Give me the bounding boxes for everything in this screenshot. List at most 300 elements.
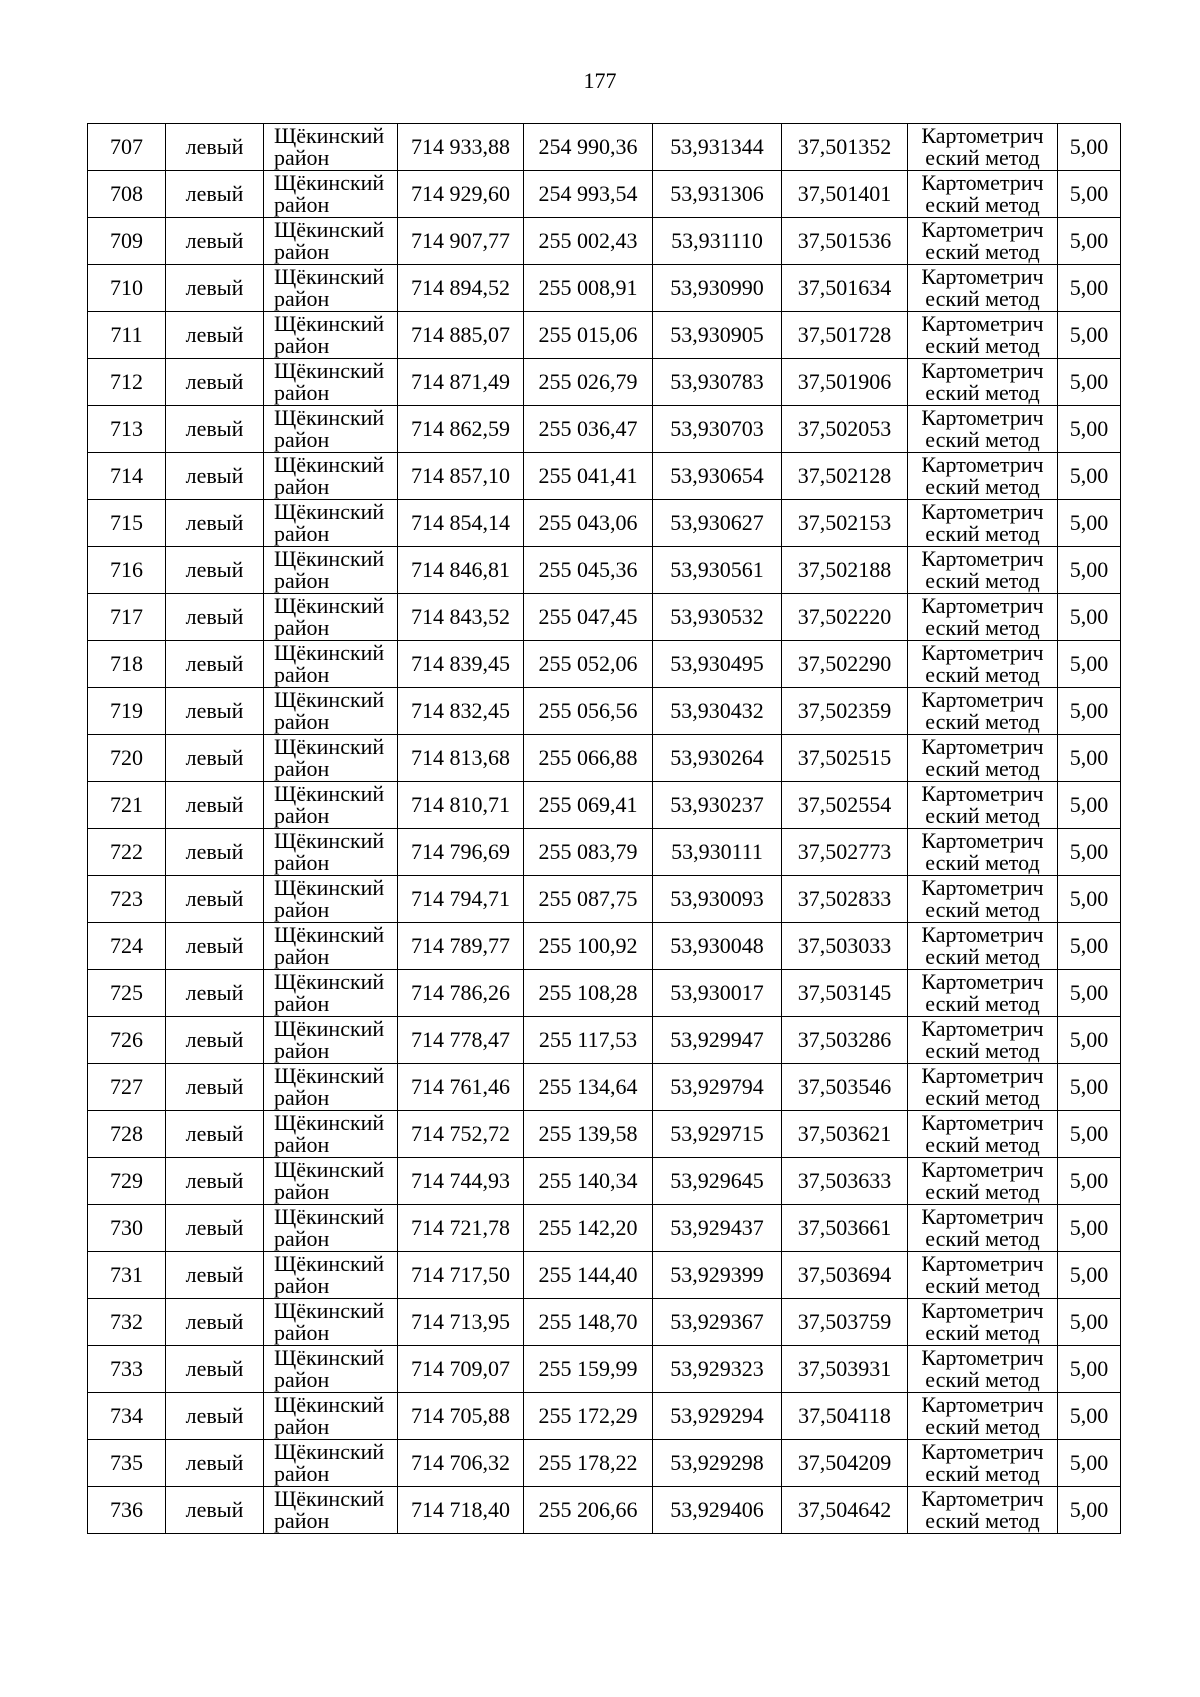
latitude-cell: 53,930627	[653, 500, 782, 547]
side-cell: левый	[166, 500, 264, 547]
y-coordinate-cell: 255 140,34	[524, 1158, 653, 1205]
method-cell: Картометрич еский метод	[908, 406, 1058, 453]
method-cell: Картометрич еский метод	[908, 688, 1058, 735]
latitude-cell: 53,929298	[653, 1440, 782, 1487]
accuracy-cell: 5,00	[1058, 124, 1121, 171]
longitude-cell: 37,503286	[782, 1017, 908, 1064]
accuracy-cell: 5,00	[1058, 359, 1121, 406]
accuracy-cell: 5,00	[1058, 406, 1121, 453]
table-row	[88, 1205, 1121, 1252]
x-coordinate-cell: 714 796,69	[398, 829, 524, 876]
side-cell: левый	[166, 688, 264, 735]
district-cell: Щёкинский район	[264, 1064, 398, 1111]
x-coordinate-cell: 714 854,14	[398, 500, 524, 547]
longitude-cell: 37,503931	[782, 1346, 908, 1393]
y-coordinate-cell: 255 148,70	[524, 1299, 653, 1346]
y-coordinate-cell: 255 144,40	[524, 1252, 653, 1299]
method-cell: Картометрич еский метод	[908, 547, 1058, 594]
table-row	[88, 453, 1121, 500]
point-number-cell: 714	[88, 453, 166, 500]
y-coordinate-cell: 255 178,22	[524, 1440, 653, 1487]
point-number-cell: 735	[88, 1440, 166, 1487]
method-cell: Картометрич еский метод	[908, 218, 1058, 265]
latitude-cell: 53,929645	[653, 1158, 782, 1205]
latitude-cell: 53,930703	[653, 406, 782, 453]
coordinates-table	[87, 123, 1121, 1534]
latitude-cell: 53,929367	[653, 1299, 782, 1346]
latitude-cell: 53,929715	[653, 1111, 782, 1158]
method-cell: Картометрич еский метод	[908, 312, 1058, 359]
method-cell: Картометрич еский метод	[908, 1487, 1058, 1534]
point-number-cell: 736	[88, 1487, 166, 1534]
x-coordinate-cell: 714 786,26	[398, 970, 524, 1017]
accuracy-cell: 5,00	[1058, 547, 1121, 594]
y-coordinate-cell: 255 045,36	[524, 547, 653, 594]
x-coordinate-cell: 714 839,45	[398, 641, 524, 688]
accuracy-cell: 5,00	[1058, 1111, 1121, 1158]
method-cell: Картометрич еский метод	[908, 1393, 1058, 1440]
y-coordinate-cell: 255 206,66	[524, 1487, 653, 1534]
point-number-cell: 729	[88, 1158, 166, 1205]
table-row	[88, 829, 1121, 876]
accuracy-cell: 5,00	[1058, 688, 1121, 735]
longitude-cell: 37,501728	[782, 312, 908, 359]
side-cell: левый	[166, 124, 264, 171]
latitude-cell: 53,929794	[653, 1064, 782, 1111]
side-cell: левый	[166, 1064, 264, 1111]
table-row	[88, 1346, 1121, 1393]
longitude-cell: 37,502554	[782, 782, 908, 829]
y-coordinate-cell: 254 993,54	[524, 171, 653, 218]
method-cell: Картометрич еский метод	[908, 1299, 1058, 1346]
y-coordinate-cell: 255 056,56	[524, 688, 653, 735]
method-cell: Картометрич еский метод	[908, 782, 1058, 829]
y-coordinate-cell: 255 142,20	[524, 1205, 653, 1252]
district-cell: Щёкинский район	[264, 1252, 398, 1299]
method-cell: Картометрич еский метод	[908, 265, 1058, 312]
x-coordinate-cell: 714 721,78	[398, 1205, 524, 1252]
x-coordinate-cell: 714 907,77	[398, 218, 524, 265]
table-row	[88, 1252, 1121, 1299]
latitude-cell: 53,931110	[653, 218, 782, 265]
side-cell: левый	[166, 265, 264, 312]
district-cell: Щёкинский район	[264, 1299, 398, 1346]
latitude-cell: 53,929947	[653, 1017, 782, 1064]
latitude-cell: 53,930264	[653, 735, 782, 782]
district-cell: Щёкинский район	[264, 1487, 398, 1534]
point-number-cell: 720	[88, 735, 166, 782]
y-coordinate-cell: 254 990,36	[524, 124, 653, 171]
accuracy-cell: 5,00	[1058, 641, 1121, 688]
method-cell: Картометрич еский метод	[908, 829, 1058, 876]
latitude-cell: 53,930495	[653, 641, 782, 688]
table-row	[88, 1158, 1121, 1205]
latitude-cell: 53,930905	[653, 312, 782, 359]
side-cell: левый	[166, 312, 264, 359]
accuracy-cell: 5,00	[1058, 1252, 1121, 1299]
accuracy-cell: 5,00	[1058, 1017, 1121, 1064]
district-cell: Щёкинский район	[264, 1017, 398, 1064]
longitude-cell: 37,503546	[782, 1064, 908, 1111]
side-cell: левый	[166, 735, 264, 782]
x-coordinate-cell: 714 778,47	[398, 1017, 524, 1064]
longitude-cell: 37,504642	[782, 1487, 908, 1534]
y-coordinate-cell: 255 108,28	[524, 970, 653, 1017]
point-number-cell: 726	[88, 1017, 166, 1064]
x-coordinate-cell: 714 843,52	[398, 594, 524, 641]
accuracy-cell: 5,00	[1058, 1064, 1121, 1111]
x-coordinate-cell: 714 832,45	[398, 688, 524, 735]
method-cell: Картометрич еский метод	[908, 500, 1058, 547]
latitude-cell: 53,930048	[653, 923, 782, 970]
point-number-cell: 707	[88, 124, 166, 171]
longitude-cell: 37,503033	[782, 923, 908, 970]
accuracy-cell: 5,00	[1058, 1487, 1121, 1534]
y-coordinate-cell: 255 052,06	[524, 641, 653, 688]
y-coordinate-cell: 255 083,79	[524, 829, 653, 876]
longitude-cell: 37,502128	[782, 453, 908, 500]
longitude-cell: 37,503621	[782, 1111, 908, 1158]
longitude-cell: 37,502359	[782, 688, 908, 735]
y-coordinate-cell: 255 008,91	[524, 265, 653, 312]
district-cell: Щёкинский район	[264, 782, 398, 829]
point-number-cell: 718	[88, 641, 166, 688]
method-cell: Картометрич еский метод	[908, 171, 1058, 218]
latitude-cell: 53,931306	[653, 171, 782, 218]
table-row	[88, 1064, 1121, 1111]
latitude-cell: 53,930532	[653, 594, 782, 641]
method-cell: Картометрич еский метод	[908, 124, 1058, 171]
accuracy-cell: 5,00	[1058, 218, 1121, 265]
side-cell: левый	[166, 1017, 264, 1064]
x-coordinate-cell: 714 761,46	[398, 1064, 524, 1111]
x-coordinate-cell: 714 752,72	[398, 1111, 524, 1158]
longitude-cell: 37,502220	[782, 594, 908, 641]
accuracy-cell: 5,00	[1058, 1440, 1121, 1487]
table-row	[88, 1487, 1121, 1534]
latitude-cell: 53,930432	[653, 688, 782, 735]
table-row	[88, 688, 1121, 735]
point-number-cell: 716	[88, 547, 166, 594]
method-cell: Картометрич еский метод	[908, 1158, 1058, 1205]
side-cell: левый	[166, 1346, 264, 1393]
side-cell: левый	[166, 594, 264, 641]
longitude-cell: 37,503145	[782, 970, 908, 1017]
longitude-cell: 37,501536	[782, 218, 908, 265]
side-cell: левый	[166, 218, 264, 265]
table-row	[88, 265, 1121, 312]
district-cell: Щёкинский район	[264, 406, 398, 453]
y-coordinate-cell: 255 139,58	[524, 1111, 653, 1158]
longitude-cell: 37,502188	[782, 547, 908, 594]
x-coordinate-cell: 714 744,93	[398, 1158, 524, 1205]
table-row	[88, 1440, 1121, 1487]
point-number-cell: 711	[88, 312, 166, 359]
x-coordinate-cell: 714 846,81	[398, 547, 524, 594]
latitude-cell: 53,930654	[653, 453, 782, 500]
latitude-cell: 53,930017	[653, 970, 782, 1017]
longitude-cell: 37,501906	[782, 359, 908, 406]
longitude-cell: 37,503661	[782, 1205, 908, 1252]
method-cell: Картометрич еский метод	[908, 923, 1058, 970]
y-coordinate-cell: 255 069,41	[524, 782, 653, 829]
x-coordinate-cell: 714 717,50	[398, 1252, 524, 1299]
side-cell: левый	[166, 171, 264, 218]
table-row	[88, 1299, 1121, 1346]
x-coordinate-cell: 714 813,68	[398, 735, 524, 782]
point-number-cell: 710	[88, 265, 166, 312]
x-coordinate-cell: 714 862,59	[398, 406, 524, 453]
latitude-cell: 53,930561	[653, 547, 782, 594]
district-cell: Щёкинский район	[264, 1158, 398, 1205]
method-cell: Картометрич еский метод	[908, 594, 1058, 641]
side-cell: левый	[166, 782, 264, 829]
table-row	[88, 359, 1121, 406]
accuracy-cell: 5,00	[1058, 923, 1121, 970]
longitude-cell: 37,503633	[782, 1158, 908, 1205]
x-coordinate-cell: 714 706,32	[398, 1440, 524, 1487]
point-number-cell: 728	[88, 1111, 166, 1158]
x-coordinate-cell: 714 789,77	[398, 923, 524, 970]
y-coordinate-cell: 255 015,06	[524, 312, 653, 359]
x-coordinate-cell: 714 718,40	[398, 1487, 524, 1534]
x-coordinate-cell: 714 713,95	[398, 1299, 524, 1346]
side-cell: левый	[166, 641, 264, 688]
side-cell: левый	[166, 1299, 264, 1346]
side-cell: левый	[166, 829, 264, 876]
method-cell: Картометрич еский метод	[908, 1064, 1058, 1111]
x-coordinate-cell: 714 929,60	[398, 171, 524, 218]
district-cell: Щёкинский район	[264, 923, 398, 970]
point-number-cell: 717	[88, 594, 166, 641]
method-cell: Картометрич еский метод	[908, 970, 1058, 1017]
point-number-cell: 709	[88, 218, 166, 265]
method-cell: Картометрич еский метод	[908, 641, 1058, 688]
table-row	[88, 547, 1121, 594]
district-cell: Щёкинский район	[264, 735, 398, 782]
district-cell: Щёкинский район	[264, 876, 398, 923]
side-cell: левый	[166, 1487, 264, 1534]
accuracy-cell: 5,00	[1058, 1393, 1121, 1440]
point-number-cell: 732	[88, 1299, 166, 1346]
side-cell: левый	[166, 359, 264, 406]
accuracy-cell: 5,00	[1058, 500, 1121, 547]
table-row	[88, 970, 1121, 1017]
table-row	[88, 1017, 1121, 1064]
table-row	[88, 782, 1121, 829]
longitude-cell: 37,504209	[782, 1440, 908, 1487]
district-cell: Щёкинский район	[264, 829, 398, 876]
method-cell: Картометрич еский метод	[908, 876, 1058, 923]
point-number-cell: 713	[88, 406, 166, 453]
latitude-cell: 53,930783	[653, 359, 782, 406]
y-coordinate-cell: 255 100,92	[524, 923, 653, 970]
accuracy-cell: 5,00	[1058, 312, 1121, 359]
longitude-cell: 37,501401	[782, 171, 908, 218]
accuracy-cell: 5,00	[1058, 1205, 1121, 1252]
point-number-cell: 722	[88, 829, 166, 876]
latitude-cell: 53,929406	[653, 1487, 782, 1534]
method-cell: Картометрич еский метод	[908, 1111, 1058, 1158]
method-cell: Картометрич еский метод	[908, 1346, 1058, 1393]
accuracy-cell: 5,00	[1058, 265, 1121, 312]
y-coordinate-cell: 255 134,64	[524, 1064, 653, 1111]
point-number-cell: 715	[88, 500, 166, 547]
point-number-cell: 708	[88, 171, 166, 218]
x-coordinate-cell: 714 894,52	[398, 265, 524, 312]
point-number-cell: 723	[88, 876, 166, 923]
longitude-cell: 37,504118	[782, 1393, 908, 1440]
table-row	[88, 735, 1121, 782]
accuracy-cell: 5,00	[1058, 735, 1121, 782]
point-number-cell: 727	[88, 1064, 166, 1111]
side-cell: левый	[166, 970, 264, 1017]
method-cell: Картометрич еский метод	[908, 1205, 1058, 1252]
side-cell: левый	[166, 1393, 264, 1440]
table-row	[88, 406, 1121, 453]
latitude-cell: 53,930111	[653, 829, 782, 876]
accuracy-cell: 5,00	[1058, 970, 1121, 1017]
district-cell: Щёкинский район	[264, 970, 398, 1017]
latitude-cell: 53,930990	[653, 265, 782, 312]
point-number-cell: 730	[88, 1205, 166, 1252]
y-coordinate-cell: 255 172,29	[524, 1393, 653, 1440]
table-row	[88, 1393, 1121, 1440]
longitude-cell: 37,502153	[782, 500, 908, 547]
table-row	[88, 218, 1121, 265]
longitude-cell: 37,502515	[782, 735, 908, 782]
side-cell: левый	[166, 1158, 264, 1205]
point-number-cell: 719	[88, 688, 166, 735]
latitude-cell: 53,929294	[653, 1393, 782, 1440]
accuracy-cell: 5,00	[1058, 876, 1121, 923]
side-cell: левый	[166, 406, 264, 453]
district-cell: Щёкинский район	[264, 218, 398, 265]
method-cell: Картометрич еский метод	[908, 453, 1058, 500]
method-cell: Картометрич еский метод	[908, 1252, 1058, 1299]
longitude-cell: 37,502773	[782, 829, 908, 876]
district-cell: Щёкинский район	[264, 641, 398, 688]
table-row	[88, 594, 1121, 641]
table-row	[88, 124, 1121, 171]
accuracy-cell: 5,00	[1058, 171, 1121, 218]
latitude-cell: 53,931344	[653, 124, 782, 171]
latitude-cell: 53,929399	[653, 1252, 782, 1299]
district-cell: Щёкинский район	[264, 500, 398, 547]
latitude-cell: 53,930237	[653, 782, 782, 829]
page-number: 177	[583, 68, 617, 93]
x-coordinate-cell: 714 885,07	[398, 312, 524, 359]
table-row	[88, 171, 1121, 218]
table-row	[88, 1111, 1121, 1158]
longitude-cell: 37,502053	[782, 406, 908, 453]
district-cell: Щёкинский район	[264, 1393, 398, 1440]
district-cell: Щёкинский район	[264, 688, 398, 735]
district-cell: Щёкинский район	[264, 1205, 398, 1252]
latitude-cell: 53,930093	[653, 876, 782, 923]
accuracy-cell: 5,00	[1058, 594, 1121, 641]
accuracy-cell: 5,00	[1058, 453, 1121, 500]
district-cell: Щёкинский район	[264, 265, 398, 312]
y-coordinate-cell: 255 026,79	[524, 359, 653, 406]
district-cell: Щёкинский район	[264, 1440, 398, 1487]
point-number-cell: 731	[88, 1252, 166, 1299]
method-cell: Картометрич еский метод	[908, 359, 1058, 406]
x-coordinate-cell: 714 857,10	[398, 453, 524, 500]
district-cell: Щёкинский район	[264, 547, 398, 594]
district-cell: Щёкинский район	[264, 359, 398, 406]
accuracy-cell: 5,00	[1058, 782, 1121, 829]
x-coordinate-cell: 714 810,71	[398, 782, 524, 829]
y-coordinate-cell: 255 117,53	[524, 1017, 653, 1064]
side-cell: левый	[166, 1252, 264, 1299]
accuracy-cell: 5,00	[1058, 1158, 1121, 1205]
y-coordinate-cell: 255 041,41	[524, 453, 653, 500]
accuracy-cell: 5,00	[1058, 1299, 1121, 1346]
table-body	[88, 124, 1121, 1534]
latitude-cell: 53,929323	[653, 1346, 782, 1393]
longitude-cell: 37,502290	[782, 641, 908, 688]
district-cell: Щёкинский район	[264, 594, 398, 641]
district-cell: Щёкинский район	[264, 453, 398, 500]
method-cell: Картометрич еский метод	[908, 735, 1058, 782]
point-number-cell: 734	[88, 1393, 166, 1440]
x-coordinate-cell: 714 709,07	[398, 1346, 524, 1393]
point-number-cell: 733	[88, 1346, 166, 1393]
side-cell: левый	[166, 923, 264, 970]
table-row	[88, 312, 1121, 359]
side-cell: левый	[166, 453, 264, 500]
table-row	[88, 500, 1121, 547]
table-row	[88, 641, 1121, 688]
y-coordinate-cell: 255 002,43	[524, 218, 653, 265]
point-number-cell: 725	[88, 970, 166, 1017]
longitude-cell: 37,501634	[782, 265, 908, 312]
point-number-cell: 721	[88, 782, 166, 829]
accuracy-cell: 5,00	[1058, 829, 1121, 876]
y-coordinate-cell: 255 159,99	[524, 1346, 653, 1393]
point-number-cell: 712	[88, 359, 166, 406]
y-coordinate-cell: 255 047,45	[524, 594, 653, 641]
table-row	[88, 876, 1121, 923]
side-cell: левый	[166, 876, 264, 923]
district-cell: Щёкинский район	[264, 124, 398, 171]
longitude-cell: 37,503694	[782, 1252, 908, 1299]
accuracy-cell: 5,00	[1058, 1346, 1121, 1393]
side-cell: левый	[166, 547, 264, 594]
x-coordinate-cell: 714 705,88	[398, 1393, 524, 1440]
method-cell: Картометрич еский метод	[908, 1017, 1058, 1064]
point-number-cell: 724	[88, 923, 166, 970]
method-cell: Картометрич еский метод	[908, 1440, 1058, 1487]
y-coordinate-cell: 255 066,88	[524, 735, 653, 782]
x-coordinate-cell: 714 871,49	[398, 359, 524, 406]
side-cell: левый	[166, 1111, 264, 1158]
side-cell: левый	[166, 1440, 264, 1487]
longitude-cell: 37,501352	[782, 124, 908, 171]
latitude-cell: 53,929437	[653, 1205, 782, 1252]
district-cell: Щёкинский район	[264, 1111, 398, 1158]
district-cell: Щёкинский район	[264, 1346, 398, 1393]
y-coordinate-cell: 255 087,75	[524, 876, 653, 923]
longitude-cell: 37,502833	[782, 876, 908, 923]
district-cell: Щёкинский район	[264, 312, 398, 359]
district-cell: Щёкинский район	[264, 171, 398, 218]
longitude-cell: 37,503759	[782, 1299, 908, 1346]
y-coordinate-cell: 255 043,06	[524, 500, 653, 547]
x-coordinate-cell: 714 933,88	[398, 124, 524, 171]
x-coordinate-cell: 714 794,71	[398, 876, 524, 923]
